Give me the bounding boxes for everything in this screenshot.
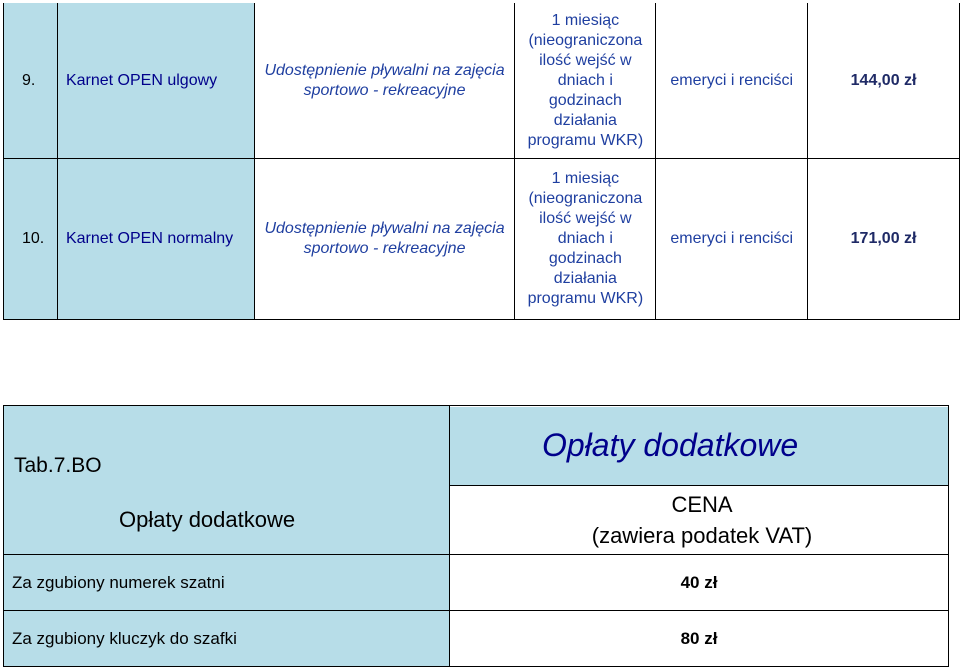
period-line: dniach i <box>557 71 613 89</box>
price-column-header <box>450 486 948 554</box>
fees-header-right <box>450 406 949 555</box>
pass-period <box>515 3 656 159</box>
fees-header-left <box>4 406 450 555</box>
pass-number: 9. <box>4 3 58 159</box>
period-line: (nieograniczona <box>528 190 643 207</box>
pass-period <box>515 159 656 320</box>
pass-number: 10. <box>4 159 58 320</box>
table-label: Tab.7.BO <box>14 454 102 477</box>
period-line: dniach i <box>557 230 613 247</box>
pass-group: emeryci i renciści <box>656 3 808 159</box>
period-line: ilość wejść w <box>539 51 632 69</box>
price-header-note: (zawiera podatek VAT) <box>591 522 813 548</box>
fee-amount: 80 zł <box>450 611 949 667</box>
period-line: ilość wejść w <box>539 210 632 227</box>
period-line: działania <box>553 111 617 129</box>
period-line: godzinach <box>548 91 622 109</box>
price-header-title: CENA <box>671 491 733 517</box>
passes-table <box>3 3 960 320</box>
period-line: programu WKR) <box>527 290 644 307</box>
pass-price: 144,00 zł <box>808 3 960 159</box>
table-row <box>4 3 960 159</box>
fees-banner-title: Opłaty dodatkowe <box>450 407 948 486</box>
pass-service: Udostępnienie pływalni na zajęcia sportowo - rekreacyjne <box>254 3 515 159</box>
fee-item: Za zgubiony kluczyk do szafki <box>4 611 450 667</box>
period-line: 1 miesiąc <box>551 170 620 187</box>
pass-price: 171,00 zł <box>808 159 960 320</box>
fees-header-row <box>4 406 949 555</box>
table-row <box>4 159 960 320</box>
fees-column-label: Opłaty dodatkowe <box>119 507 296 532</box>
period-line: godzinach <box>548 250 622 267</box>
period-line: (nieograniczona <box>528 31 643 49</box>
period-line: działania <box>553 270 617 287</box>
fee-amount: 40 zł <box>450 555 949 611</box>
pass-name: Karnet OPEN ulgowy <box>57 3 254 159</box>
table-row <box>4 555 949 611</box>
fees-table <box>3 405 949 667</box>
period-line: programu WKR) <box>527 131 644 149</box>
pass-service: Udostępnienie pływalni na zajęcia sportowo - rekreacyjne <box>254 159 515 320</box>
pass-group: emeryci i renciści <box>656 159 808 320</box>
period-line: 1 miesiąc <box>551 11 620 29</box>
pass-name: Karnet OPEN normalny <box>57 159 254 320</box>
table-row <box>4 611 949 667</box>
fee-item: Za zgubiony numerek szatni <box>4 555 450 611</box>
